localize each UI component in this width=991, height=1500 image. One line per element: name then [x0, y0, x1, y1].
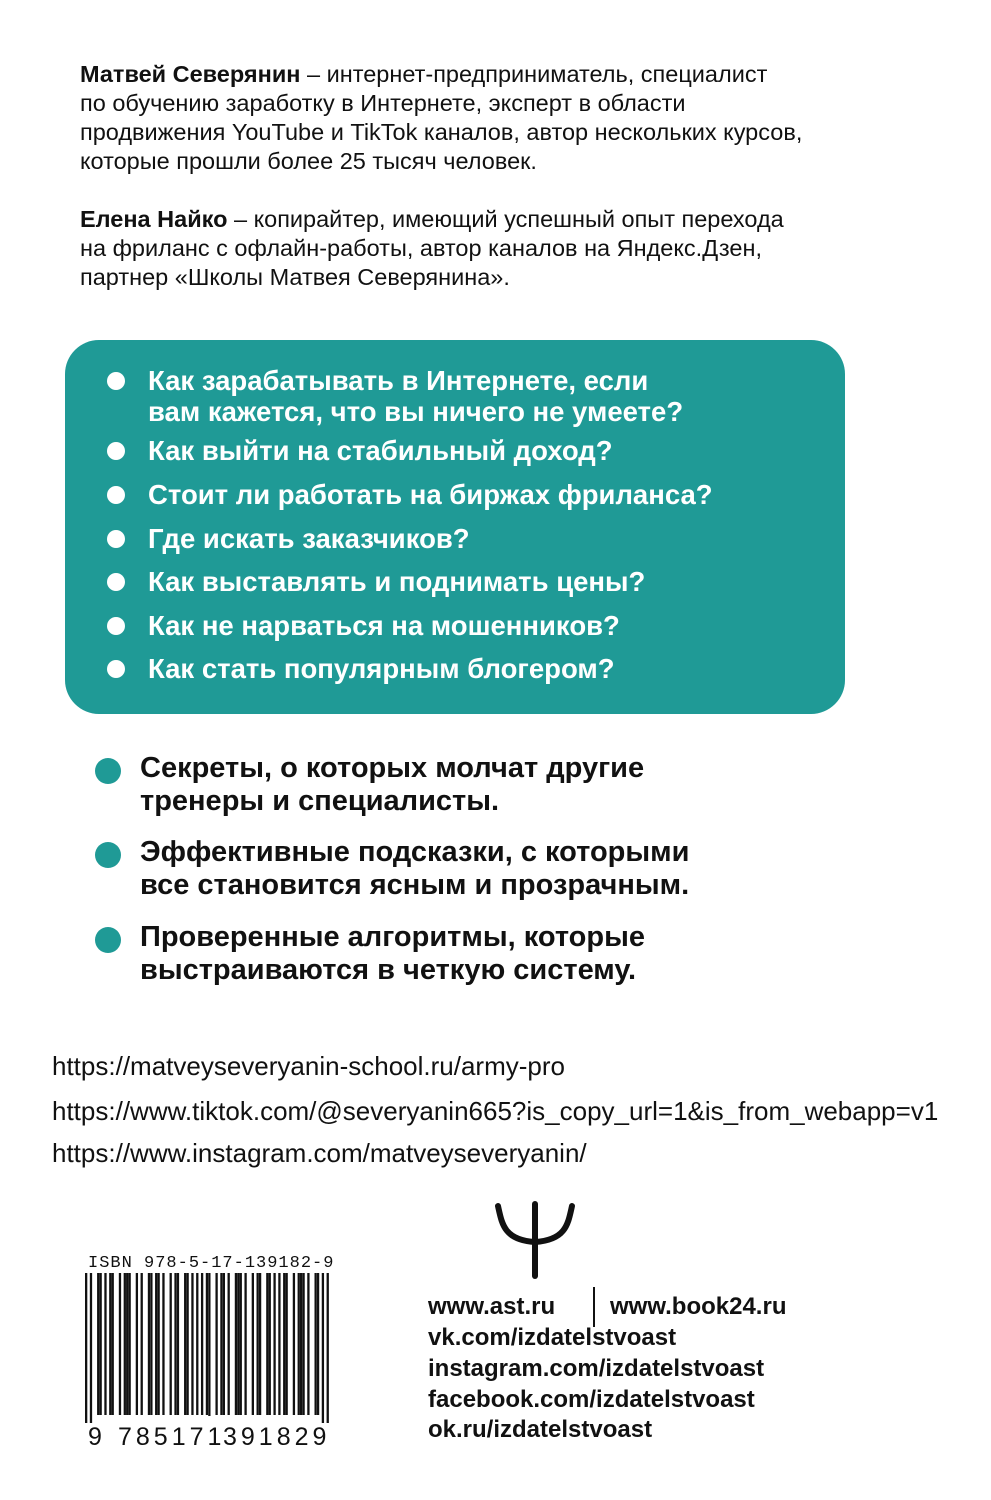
publisher-facebook[interactable]: facebook.com/izdatelstvoast: [428, 1386, 755, 1413]
barcode-bar: [252, 1273, 254, 1415]
circle-bullet-icon: [107, 530, 125, 548]
barcode-bar: [90, 1273, 92, 1423]
barcode-bar: [124, 1273, 126, 1415]
barcode-bar: [298, 1273, 300, 1415]
link-instagram[interactable]: https://www.instagram.com/matveyseveryanin/: [52, 1138, 587, 1168]
circle-bullet-icon: [95, 842, 121, 868]
barcode-bar: [278, 1273, 280, 1415]
separator: [593, 1287, 595, 1327]
barcode-bar: [220, 1273, 222, 1415]
barcode-bar: [327, 1273, 329, 1423]
author-name: Елена Найко: [80, 206, 228, 232]
barcode-bar: [286, 1273, 288, 1415]
barcode-bar: [269, 1273, 271, 1415]
barcode-digits-left: 785171: [118, 1423, 226, 1451]
barcode-first-digit: 9: [88, 1423, 106, 1451]
barcode-bar: [141, 1273, 143, 1415]
circle-bullet-icon: [107, 660, 125, 678]
barcode-bar: [315, 1273, 317, 1415]
barcode-bar: [244, 1273, 246, 1415]
barcode-bar: [109, 1273, 111, 1415]
publisher-instagram[interactable]: instagram.com/izdatelstvoast: [428, 1355, 765, 1382]
publisher-site-ast[interactable]: www.ast.ru: [428, 1293, 556, 1320]
barcode-bar: [126, 1273, 128, 1415]
barcode-bar: [100, 1273, 102, 1415]
isbn-label: ISBN 978-5-17-139182-9: [88, 1254, 335, 1273]
barcode-bar: [191, 1273, 193, 1415]
barcode-bar: [208, 1273, 210, 1423]
circle-bullet-icon: [107, 486, 125, 504]
author-bio-nayko: [80, 205, 940, 292]
barcode-bar: [223, 1273, 225, 1415]
barcode-bar: [174, 1273, 176, 1415]
circle-bullet-icon: [95, 758, 121, 784]
barcode-bar: [112, 1273, 114, 1415]
barcode-bar: [128, 1273, 130, 1415]
barcode-bar: [184, 1273, 186, 1415]
questions-box: Как зарабатывать в Интернете, если вам кажется, что вы ничего не умеете? Как выйти на стабильный доход? Стоит ли работать на биржах фриланса? Где искать заказчиков? Как выставлять и поднимать цены? Как не нарваться на мошенников? Как стать популярным блогером?: [65, 340, 845, 714]
barcode-bar: [228, 1273, 230, 1415]
barcode-bar: [237, 1273, 239, 1415]
barcode-bar: [283, 1273, 285, 1415]
barcode-bar: [170, 1273, 172, 1415]
barcode-bar: [206, 1273, 208, 1415]
barcode-bar: [302, 1273, 304, 1415]
barcode-bar: [196, 1273, 198, 1415]
circle-bullet-icon: [95, 927, 121, 953]
barcode-bar: [157, 1273, 159, 1415]
circle-bullet-icon: [107, 573, 125, 591]
barcode-bar: [259, 1273, 261, 1415]
author-name: Матвей Северянин: [80, 61, 301, 87]
author-description: – копирайтер, имеющий успешный опыт перехода на фриланс с офлайн-работы, автор каналов на Яндекс.Дзен, партнер «Школы Матвея Северянина».: [80, 206, 784, 290]
barcode-bar: [300, 1273, 302, 1415]
circle-bullet-icon: [107, 372, 125, 390]
barcode-digit-strip: [99, 1416, 315, 1423]
barcode-bar: [150, 1273, 152, 1415]
publisher-ok[interactable]: ok.ru/izdatelstvoast: [428, 1416, 653, 1443]
barcode-bar: [186, 1273, 188, 1415]
barcode-bar: [307, 1273, 309, 1415]
circle-bullet-icon: [107, 442, 125, 460]
barcode-bar: [85, 1273, 87, 1423]
barcode-bar: [201, 1273, 203, 1415]
barcode-bar: [257, 1273, 259, 1415]
barcode-digits-right: 391829: [223, 1423, 331, 1451]
barcode-bar: [293, 1273, 295, 1415]
author-bio-severyanin: [80, 60, 940, 176]
barcode-icon: [85, 1273, 329, 1423]
barcode-bar: [240, 1273, 242, 1415]
author-description: – интернет-предприниматель, специалист по обучению заработку в Интернете, эксперт в области продвижения YouTube и TikTok каналов, автор нескольких курсов, которые прошли более 25 тысяч человек.: [80, 61, 803, 174]
link-school[interactable]: https://matveyseveryanin-school.ru/army-pro: [52, 1051, 565, 1081]
barcode-bar: [97, 1273, 99, 1415]
barcode-bar: [155, 1273, 157, 1415]
barcode-bar: [273, 1273, 275, 1415]
barcode-bar: [148, 1273, 150, 1415]
psi-logo-icon: [490, 1200, 580, 1280]
barcode-bar: [136, 1273, 138, 1415]
barcode-bar: [119, 1273, 121, 1415]
publisher-site-book24[interactable]: www.book24.ru: [610, 1293, 787, 1320]
barcode-bar: [235, 1273, 237, 1415]
barcode-bar: [177, 1273, 179, 1415]
barcode-bar: [322, 1273, 324, 1423]
barcode-bar: [317, 1273, 319, 1415]
circle-bullet-icon: [107, 617, 125, 635]
barcode-bar: [266, 1273, 268, 1415]
barcode-bar: [104, 1273, 106, 1415]
barcode-bar: [215, 1273, 217, 1415]
barcode-bar: [162, 1273, 164, 1415]
link-tiktok[interactable]: https://www.tiktok.com/@severyanin665?is_copy_url=1&is_from_webapp=v1: [52, 1096, 939, 1126]
publisher-vk[interactable]: vk.com/izdatelstvoast: [428, 1324, 677, 1351]
